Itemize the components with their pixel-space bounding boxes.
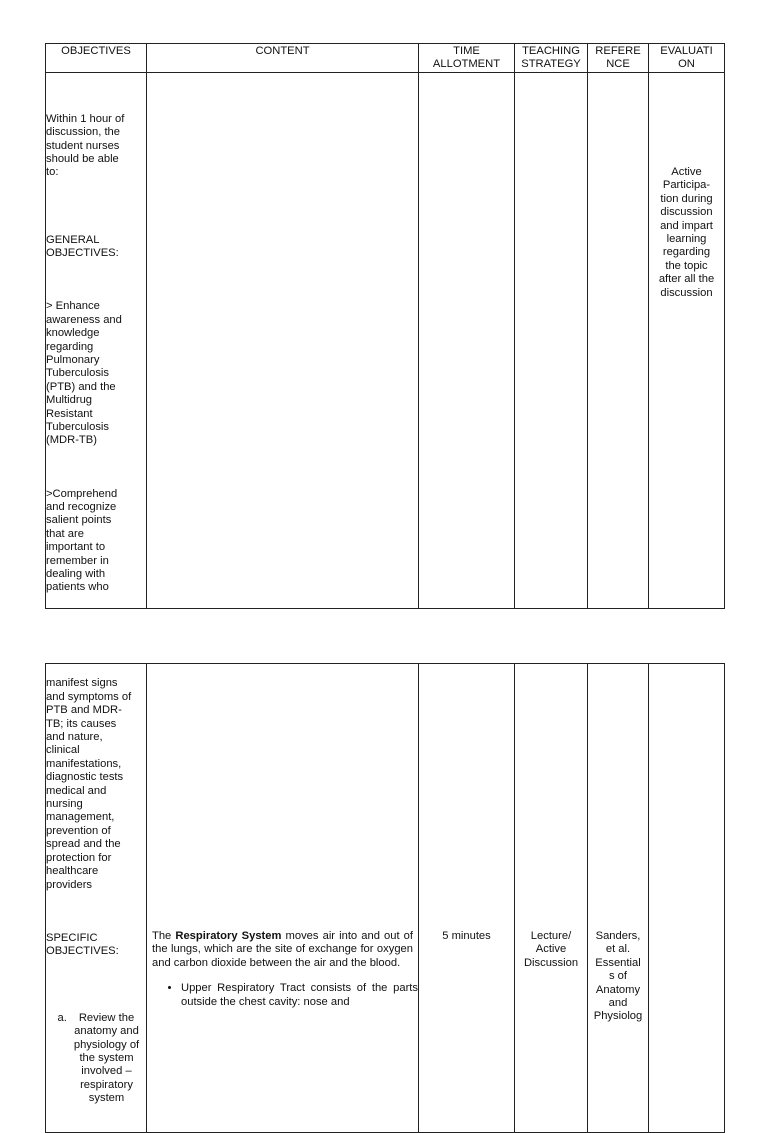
strategy-cell [515,73,588,609]
teaching-strategy: Lecture/ Active Discussion [523,930,579,969]
lesson-plan-table-page2 [45,663,725,1133]
objectives-continued: manifest signs and symptoms of PTB and MDR- TB; its causes and nature, clinical manifestations, diagnostic tests medical and nursing management, prevention of spread and the protection for healthcare providers [46,677,132,891]
header-objectives-label: OBJECTIVES [61,45,131,57]
content-bold-term: Respiratory System [175,930,282,942]
reference-cell [588,664,649,1133]
time-cell [419,664,515,1133]
header-row [46,44,725,73]
content-text-pre: The [152,930,176,942]
content-text-post: moves air into and out of the lungs, which are the site of exchange for oxygen and carbon dioxide between the air and the blood. [152,930,413,969]
strategy-cell [515,664,588,1133]
content-bullet-1: • Upper Respiratory Tract consists of the parts outside the chest cavity: nose and [181,982,418,1009]
evaluation-cell [649,73,725,609]
general-objective-2: >Comprehend and recognize salient points that are important to remember in dealing with patients who [46,487,118,594]
time-allotment: 5 minutes [442,930,491,942]
reference-text: Sanders, et al. Essential s of Anatomy and Physiolog [593,930,643,1023]
header-evaluation-label: EVALUATI ON [660,45,713,71]
header-time-label: TIME ALLOTMENT [432,45,501,71]
header-content [147,44,419,73]
reference-cell [588,73,649,609]
evaluation-text: Active Participa- tion during discussion and impart learning regarding the topic after all the discussion [658,166,715,299]
header-reference [588,44,649,73]
content-bullet-list [147,982,418,1009]
objectives-intro: Within 1 hour of discussion, the student nurses should be able to: [46,112,125,179]
content-cell [147,73,419,609]
time-cell [419,73,515,609]
objectives-cell [46,73,147,609]
header-time [419,44,515,73]
content-cell [147,664,419,1133]
general-objectives-heading: GENERAL OBJECTIVES: [46,233,119,260]
table-row [46,664,725,1133]
specific-objective-a: a. Review the anatomy and physiology of the system involved – respiratory system [70,1012,146,1106]
objectives-cell [46,664,147,1133]
header-evaluation [649,44,725,73]
specific-objectives-list [46,998,146,1119]
lesson-plan-table-page1 [45,43,725,609]
general-objective-1: > Enhance awareness and knowledge regarding Pulmonary Tuberculosis (PTB) and the Multidrug Resistant Tuberculosis (MDR-TB) [46,300,122,447]
header-strategy [515,44,588,73]
specific-objectives-heading: SPECIFIC OBJECTIVES: [46,931,119,958]
evaluation-cell [649,664,725,1133]
table-row [46,73,725,609]
header-strategy-label: TEACHING STRATEGY [521,45,581,71]
content-paragraph [147,930,418,970]
header-content-label: CONTENT [255,45,310,57]
header-reference-label: REFERE NCE [595,45,641,71]
header-objectives [46,44,147,73]
